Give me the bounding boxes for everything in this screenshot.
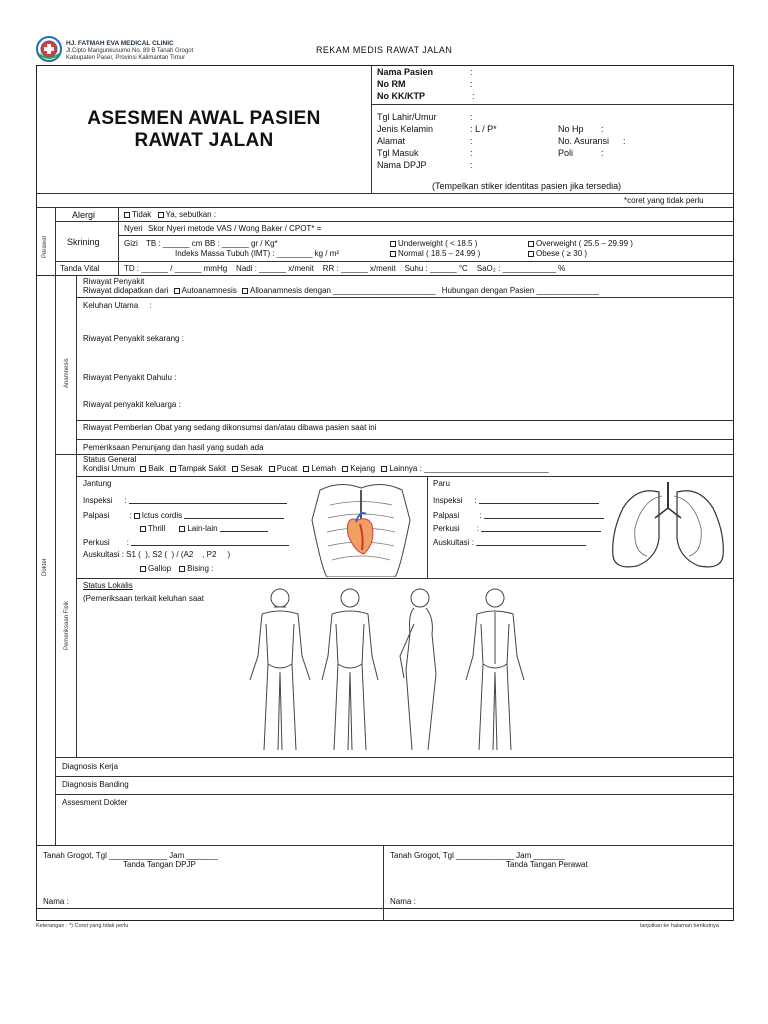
checkbox-ku-pucat[interactable] <box>269 466 275 472</box>
checkbox-autoanamnesis[interactable] <box>174 288 180 294</box>
footer-keterangan: Keterangan : *) Coret yang tidak perlu <box>36 923 129 929</box>
checkbox-ku-lainnya[interactable] <box>381 466 387 472</box>
side-label-pemeriksaan: Pemeriksaan Fisik <box>64 600 70 650</box>
riwayat-penyakit-heading: Riwayat Penyakit <box>83 277 145 286</box>
checkbox-ku-baik[interactable] <box>140 466 146 472</box>
assesment-dokter: Assesment Dokter <box>62 798 128 807</box>
riwayat-penyakit-dahulu: Riwayat Penyakit Dahulu : <box>83 373 177 382</box>
checkbox-ictus-cordis[interactable] <box>134 513 140 519</box>
body-figures-illustration <box>230 584 540 756</box>
clinic-logo <box>36 36 62 62</box>
label-tanda-vital: Tanda Vital <box>60 264 100 273</box>
clinic-name: HJ. FATMAH EVA MEDICAL CLINIC <box>66 40 174 47</box>
label-nama-pasien: Nama Pasien <box>377 67 434 77</box>
sticker-note: (Tempelkan stiker identitas pasien jika tersedia) <box>432 181 622 191</box>
pemeriksaan-penunjang: Pemeriksaan Penunjang dan hasil yang sudah ada <box>83 443 264 452</box>
checkbox-overweight[interactable] <box>528 241 534 247</box>
checkbox-gallop[interactable] <box>140 566 146 572</box>
checkbox-alergi-ya[interactable] <box>158 212 164 218</box>
checkbox-ku-tampak-sakit[interactable] <box>170 466 176 472</box>
checkbox-alloanamnesis[interactable] <box>242 288 248 294</box>
riwayat-didapatkan: Riwayat didapatkan dari Autoanamnesis Alloanamnesis dengan _______________________ Hubungan dengan Pasien ______________ <box>83 286 599 295</box>
label-no-rm: No RM <box>377 79 406 89</box>
status-lokalis-note: (Pemeriksaan terkait keluhan saat <box>83 594 204 603</box>
paru-heading: Paru <box>433 479 450 488</box>
footer-lanjutkan: lanjutkan ke halaman berikutnya <box>640 923 719 929</box>
checkbox-underweight[interactable] <box>390 241 396 247</box>
sign-left-role: Tanda Tangan DPJP <box>123 860 196 869</box>
label-skrining: Skrining <box>67 237 100 247</box>
jenis-kelamin-value: : L / P* <box>470 124 497 134</box>
label-poli: Poli <box>558 148 574 158</box>
checkbox-normal[interactable] <box>390 251 396 257</box>
kondisi-umum-row: Kondisi Umum Baik Tampak Sakit Sesak Pucat Lemah Kejang Lainnya : ____________________________ <box>83 464 549 473</box>
side-label-perawat: Perawat <box>42 235 48 258</box>
gizi-tb-bb: TB : ______ cm BB : ______ gr / Kg* <box>146 239 278 248</box>
lungs-illustration <box>607 478 729 576</box>
imt-overweight: Overweight ( 25.5 – 29.99 ) <box>528 240 633 248</box>
side-label-dokter: Dokter <box>42 558 48 576</box>
label-tgl-lahir: Tgl Lahir/Umur <box>377 112 437 122</box>
checkbox-ku-sesak[interactable] <box>232 466 238 472</box>
nyeri-text: Skor Nyeri metode VAS / Wong Baker / CPOT* = <box>148 224 322 233</box>
jantung-heading: Jantung <box>83 479 112 488</box>
checkbox-ku-kejang[interactable] <box>342 466 348 472</box>
gizi-imt: Indeks Massa Tubuh (IMT) : ________ kg / m² <box>175 249 340 258</box>
diagnosis-kerja: Diagnosis Kerja <box>62 762 119 771</box>
imt-normal: Normal ( 18.5 – 24.99 ) <box>390 250 480 258</box>
chest-heart-illustration <box>300 480 422 577</box>
status-lokalis-heading: Status Lokalis <box>83 581 133 590</box>
sign-right-nama: Nama : <box>390 897 416 906</box>
label-jenis-kelamin: Jenis Kelamin <box>377 124 434 134</box>
riwayat-penyakit-keluarga: Riwayat penyakit keluarga : <box>83 400 181 409</box>
checkbox-alergi-tidak[interactable] <box>124 212 130 218</box>
status-general-heading: Status General <box>83 455 137 464</box>
checkbox-lain-lain[interactable] <box>179 526 185 532</box>
sign-right-place: Tanah Grogot, Tgl _____________ Jam _______ <box>390 851 565 860</box>
tanda-vital-fields: TD : ______ / ______ mmHg Nadi : ______ x/menit RR : ______ x/menit Suhu : ______ °C SaO₂ : ____________ % <box>124 264 566 273</box>
diagnosis-banding: Diagnosis Banding <box>62 780 129 789</box>
checkbox-bising[interactable] <box>179 566 185 572</box>
label-nama-dpjp: Nama DPJP <box>377 160 427 170</box>
label-alamat: Alamat <box>377 136 406 146</box>
doc-title: REKAM MEDIS RAWAT JALAN <box>316 45 453 55</box>
checkbox-thrill[interactable] <box>140 526 146 532</box>
sign-left-nama: Nama : <box>43 897 69 906</box>
sign-left-place: Tanah Grogot, Tgl _____________ Jam _______ <box>43 851 218 860</box>
alergi-options: Tidak Ya, sebutkan : <box>124 211 216 219</box>
label-no-hp: No Hp <box>558 124 584 134</box>
coret-note: *coret yang tidak perlu <box>624 196 704 205</box>
form-title: ASESMEN AWAL PASIEN RAWAT JALAN <box>87 108 321 151</box>
checkbox-ku-lemah[interactable] <box>303 466 309 472</box>
sign-right-role: Tanda Tangan Perawat <box>506 860 588 869</box>
label-alergi: Alergi <box>72 210 96 220</box>
riwayat-penyakit-sekarang: Riwayat Penyakit sekarang : <box>83 334 184 343</box>
imt-obese: Obese ( ≥ 30 ) <box>528 250 587 258</box>
side-label-anamnesis: Anamnesis <box>64 358 70 388</box>
riwayat-obat: Riwayat Pemberian Obat yang sedang dikonsumsi dan/atau dibawa pasien saat ini <box>83 423 377 432</box>
label-no-kk: No KK/KTP <box>377 91 425 101</box>
clinic-address-2: Kabupaten Paser, Provinsi Kalimantan Timur <box>66 55 186 61</box>
imt-underweight: Underweight ( < 18.5 ) <box>390 240 477 248</box>
label-no-asuransi: No. Asuransi <box>558 136 610 146</box>
clinic-address-1: Jl.Cipto Mangunkusumo No. 89 B Tanah Grogot <box>66 48 194 54</box>
keluhan-utama: Keluhan Utama : <box>83 301 152 310</box>
checkbox-obese[interactable] <box>528 251 534 257</box>
label-tgl-masuk: Tgl Masuk <box>377 148 419 158</box>
